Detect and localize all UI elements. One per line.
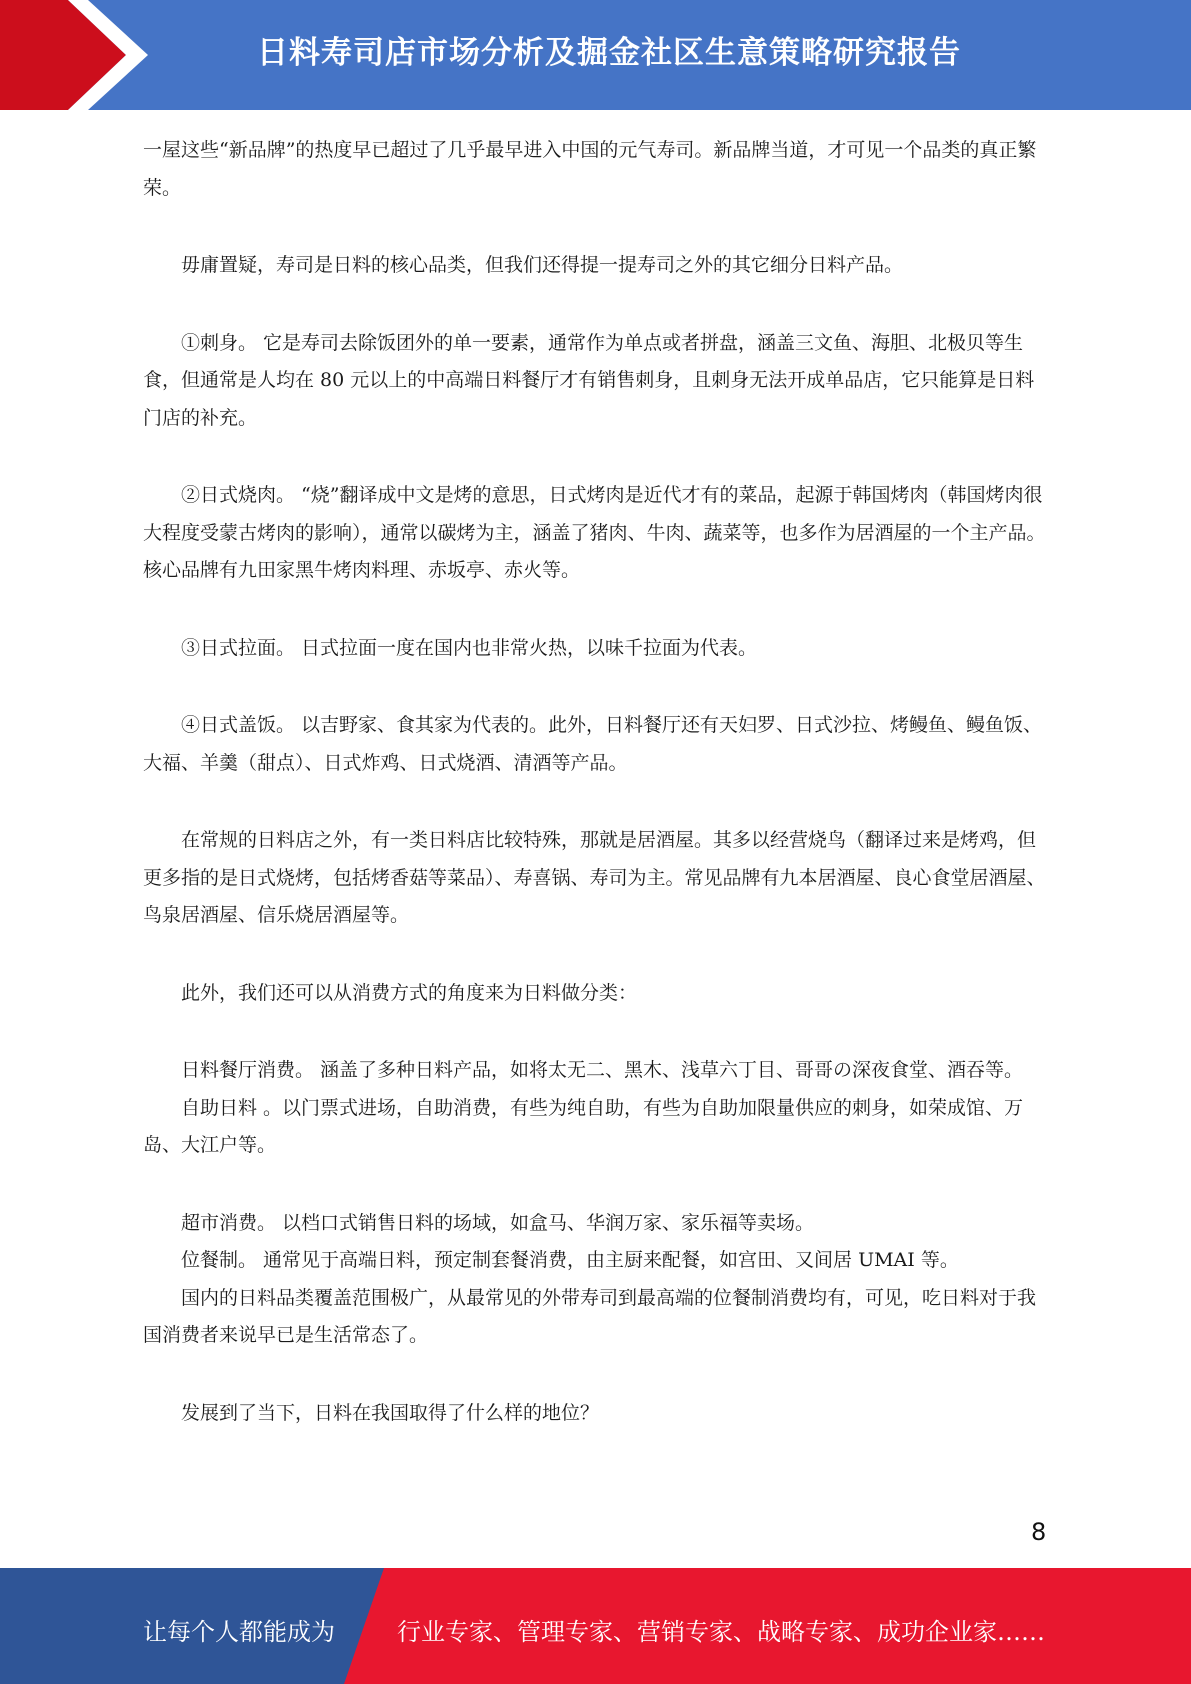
paragraph: 在常规的日料店之外，有一类日料店比较特殊，那就是居酒屋。其多以经营烧鸟（翻译过来是烤鸡，但更多指的是日式烧烤，包括烤香菇等菜品）、寿喜锅、寿司为主。常见品牌有九本居酒屋、良心食堂居酒屋、鸟泉居酒屋、信乐烧居酒屋等。: [143, 829, 1046, 926]
document-title: 日料寿司店市场分析及掘金社区生意策略研究报告: [257, 35, 961, 71]
paragraph: 超市消费。 以档口式销售日料的场域，如盒马、华润万家、家乐福等卖场。: [181, 1211, 815, 1234]
footer-bar: [0, 1568, 1191, 1684]
paragraph: 日料餐厅消费。 涵盖了多种日料产品，如将太无二、黑木、浅草六丁目、哥哥の深夜食堂、酒吞等。: [181, 1059, 1024, 1081]
paragraph: 位餐制。 通常见于高端日料，预定制套餐消费，由主厨来配餐，如宫田、又间居 UMAI 等。: [181, 1249, 959, 1271]
footer-slogan-left: 让每个人都能成为: [143, 1618, 335, 1646]
paragraph: ④日式盖饭。 以吉野家、食其家为代表的。此外，日料餐厅还有天妇罗、日式沙拉、烤鳗鱼、鳗鱼饭、大福、羊羹（甜点）、日式炸鸡、日式烧酒、清酒等产品。: [143, 714, 1043, 774]
paragraph: 此外，我们还可以从消费方式的角度来为日料做分类：: [181, 981, 638, 1004]
header-arrow-decoration: [0, 0, 160, 110]
page-number: 8: [1031, 1518, 1047, 1546]
footer-slogan-right: 行业专家、管理专家、营销专家、战略专家、成功企业家……: [397, 1618, 1045, 1646]
paragraph: 自助日料 。以门票式进场，自助消费，有些为纯自助，有些为自助加限量供应的刺身，如荣成馆、万岛、大江户等。: [143, 1096, 1024, 1156]
paragraph: ①刺身。 它是寿司去除饭团外的单一要素，通常作为单点或者拼盘，涵盖三文鱼、海胆、北极贝等生食，但通常是人均在 80 元以上的中高端日料餐厅才有销售刺身，且刺身无法开成单品店，它只能算是日料门店的补充。: [143, 331, 1035, 429]
paragraph: ②日式烧肉。 “烧”翻译成中文是烤的意思，日式烤肉是近代才有的菜品，起源于韩国烤肉（韩国烤肉很大程度受蒙古烤肉的影响），通常以碳烤为主，涵盖了猪肉、牛肉、蔬菜等，也多作为居酒屋的一个主产品。核心品牌有九田家黑牛烤肉料理、赤坂亭、赤火等。: [143, 484, 1046, 581]
paragraph: 国内的日料品类覆盖范围极广，从最常见的外带寿司到最高端的位餐制消费均有，可见，吃日料对于我国消费者来说早已是生活常态了。: [143, 1286, 1037, 1346]
paragraph: 一屋这些“新品牌”的热度早已超过了几乎最早进入中国的元气寿司。新品牌当道，才可见一个品类的真正繁荣。: [143, 139, 1037, 199]
document-body: [143, 132, 1048, 1432]
header-bar: [0, 0, 1191, 110]
paragraph: ③日式拉面。 日式拉面一度在国内也非常火热，以味千拉面为代表。: [181, 636, 758, 659]
paragraph: 发展到了当下，日料在我国取得了什么样的地位？: [181, 1401, 600, 1424]
paragraph: 毋庸置疑，寿司是日料的核心品类，但我们还得提一提寿司之外的其它细分日料产品。: [181, 254, 904, 276]
